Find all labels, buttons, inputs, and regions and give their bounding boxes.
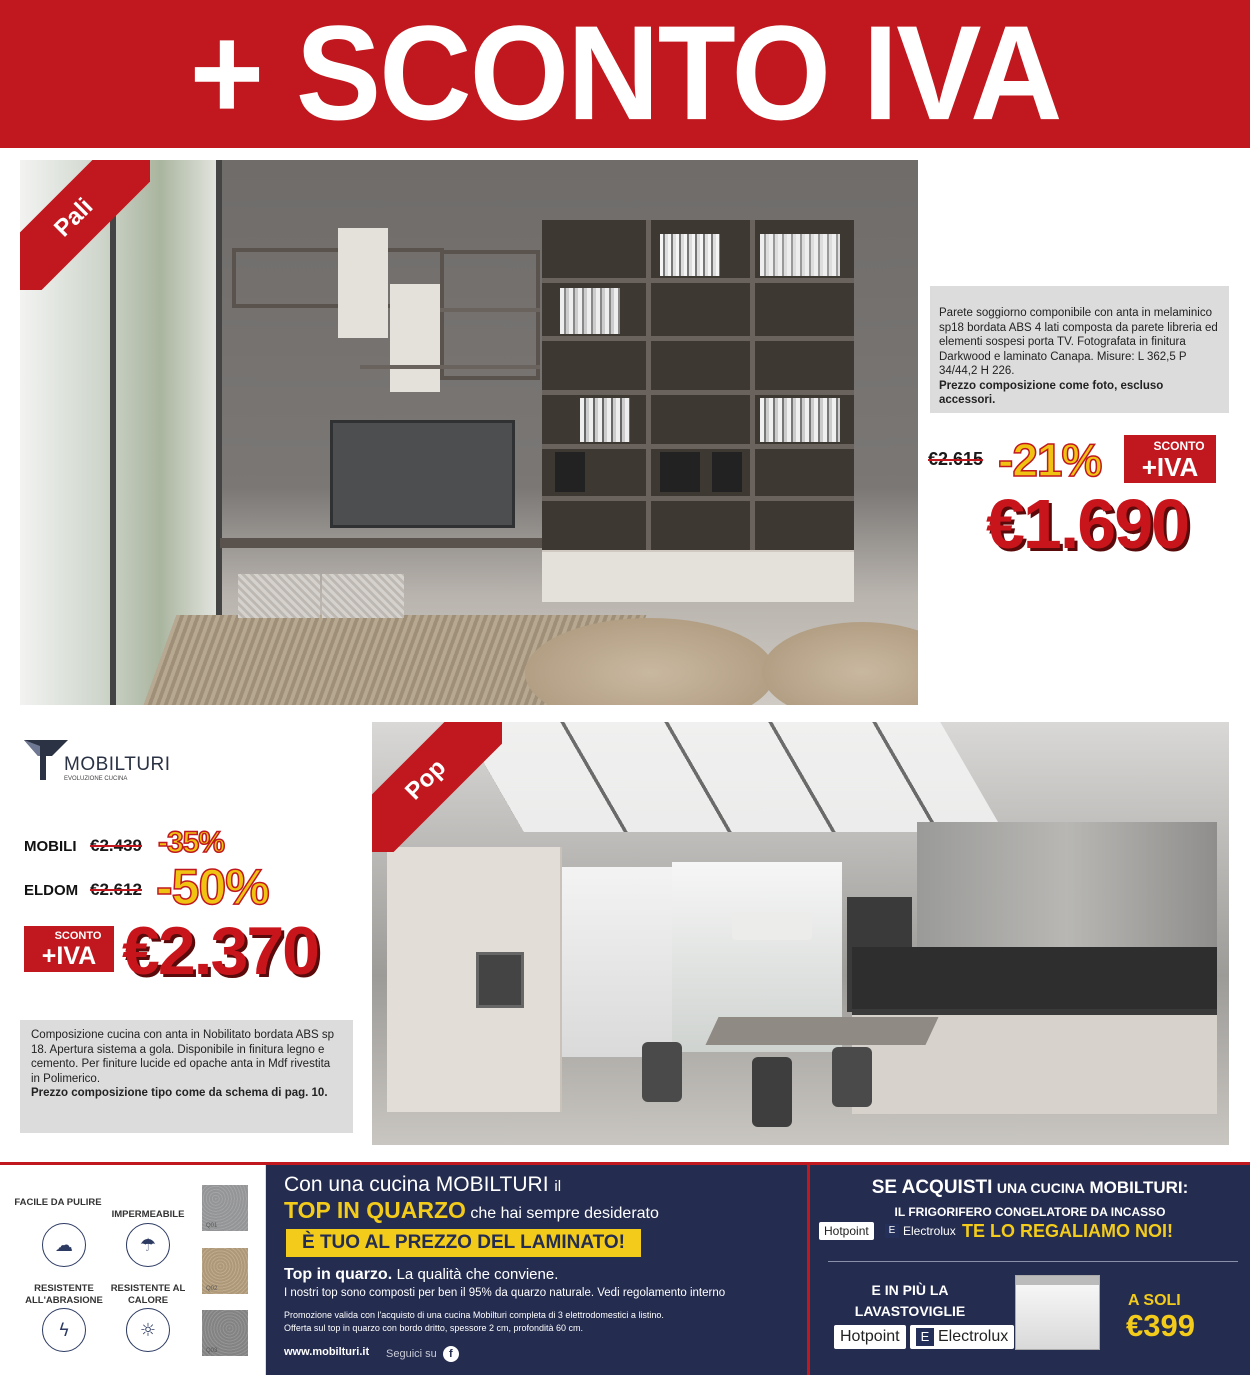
logo-subtitle: EVOLUZIONE CUCINA	[64, 776, 128, 782]
electrolux-icon: E	[885, 1224, 899, 1238]
feature-abrasion: RESISTENTE ALL'ABRASIONE	[25, 1283, 103, 1306]
tag-label: Pop	[400, 754, 452, 806]
gift-title-a: SE ACQUISTI	[871, 1177, 993, 1198]
badge-big-text: +IVA	[41, 942, 97, 970]
quartz-note2: Promozione valida con l'acquisto di una cucina Mobilturi completa di 3 elettrodomestici a listino.	[284, 1310, 664, 1320]
swatch-q01	[202, 1185, 248, 1231]
hotpoint-text: Hotpoint	[840, 1328, 900, 1345]
quartz-note1: I nostri top sono composti per ben il 95% da quarzo naturale. Vedi regolamento interno	[284, 1287, 726, 1299]
electrolux-logo	[880, 1222, 961, 1240]
swatch-code: Q02	[206, 1286, 218, 1292]
eldom-label: ELDOM	[24, 882, 79, 899]
electrolux-logo-large	[910, 1325, 1014, 1349]
living-price: €1.690	[986, 485, 1189, 563]
lightning-icon: ϟ	[42, 1308, 86, 1352]
gift-claim: TE LO REGALIAMO NOI!	[962, 1221, 1173, 1241]
living-room-photo	[20, 160, 918, 705]
feature-waterproof: IMPERMEABILE	[111, 1209, 185, 1220]
feature-heat: RESISTENTE AL CALORE	[110, 1283, 186, 1306]
product-tag-pali	[20, 160, 150, 290]
banner-title: + SCONTO IVA	[189, 0, 1061, 149]
kitchen-price: €2.370	[122, 913, 318, 989]
hotpoint-logo-large	[834, 1325, 906, 1349]
living-iva-badge	[1124, 435, 1216, 483]
living-discount: -21%	[998, 434, 1102, 486]
kitchen-description-text: Composizione cucina con anta in Nobilitato bordata ABS sp 18. Apertura sistema a gola. Disponibile in finitura legno e cemento. Per finiture lucide ed opache anta in Mdf rivestita in Polimerico.	[31, 1029, 335, 1085]
living-description	[930, 286, 1229, 413]
gift-title-c: MOBILTURI:	[1089, 1178, 1189, 1197]
kitchen-description-bold: Prezzo composizione tipo come da schema di pag. 10.	[31, 1087, 328, 1099]
website-link[interactable]: www.mobilturi.it	[284, 1346, 370, 1358]
quartz-highlight: TOP IN QUARZO	[284, 1197, 466, 1223]
follow-text: Seguici su	[386, 1348, 437, 1360]
a-soli-label: A SOLI	[1128, 1292, 1181, 1309]
electrolux-text: Electrolux	[903, 1224, 956, 1238]
swatch-q02	[202, 1248, 248, 1294]
sun-icon: ☼	[126, 1308, 170, 1352]
kitchen-photo	[372, 722, 1229, 1145]
living-old-price: €2.615	[928, 449, 984, 469]
mobili-label: MOBILI	[24, 838, 77, 855]
feature-easy-clean: FACILE DA PULIRE	[14, 1197, 102, 1208]
gift-subtitle: IL FRIGORIFERO CONGELATORE DA INCASSO	[894, 1205, 1166, 1219]
quartz-subhead-bold: Top in quarzo.	[284, 1266, 393, 1283]
kitchen-description	[20, 1020, 353, 1133]
living-description-bold: Prezzo composizione come foto, escluso accessori.	[939, 379, 1164, 406]
electrolux-icon: E	[916, 1328, 934, 1346]
electrolux-text: Electrolux	[938, 1328, 1009, 1345]
dishwasher-price: €399	[1126, 1308, 1195, 1343]
quartz-subhead: La qualità che conviene.	[396, 1266, 559, 1283]
badge-small-text: SCONTO	[1153, 439, 1205, 453]
mobilturi-logo-mark	[24, 738, 68, 782]
laminate-price-pill: È TUO AL PREZZO DEL LAMINATO!	[286, 1229, 641, 1257]
cloud-icon: ☁	[42, 1223, 86, 1267]
mobili-discount: -35%	[158, 826, 225, 859]
swatch-code: Q03	[206, 1348, 218, 1354]
logo-name: MOBILTURI	[64, 754, 171, 775]
quartz-features	[0, 1165, 266, 1375]
product-tag-pop	[372, 722, 502, 852]
tag-label: Pali	[48, 193, 99, 243]
footer-promo	[0, 1162, 1250, 1375]
badge-big-text: +IVA	[1141, 452, 1199, 482]
quartz-note3: Offerta sul top in quarzo con bordo dritto, spessore 2 cm, profondità 60 cm.	[284, 1323, 583, 1333]
gift-title-b: UNA CUCINA	[996, 1180, 1085, 1196]
quartz-offer	[266, 1165, 807, 1375]
kitchen-iva-badge	[24, 926, 114, 972]
quartz-line2: che hai sempre desiderato	[470, 1205, 659, 1222]
mobilturi-logo	[24, 738, 184, 788]
swatch-q03	[202, 1310, 248, 1356]
badge-small-text: SCONTO	[54, 930, 102, 942]
eldom-discount: -50%	[156, 859, 269, 915]
quartz-line1: Con una cucina MOBILTURI	[284, 1173, 549, 1196]
tv	[330, 420, 515, 528]
quartz-line1-suffix: il	[554, 1178, 562, 1195]
dishwasher-image	[1015, 1275, 1100, 1350]
umbrella-icon: ☂	[126, 1223, 170, 1267]
facebook-icon[interactable]: f	[443, 1346, 459, 1362]
hotpoint-logo	[819, 1222, 874, 1240]
hotpoint-text: Hotpoint	[824, 1224, 869, 1238]
swatch-code: Q01	[206, 1223, 218, 1229]
dishwasher-text: E IN PIÙ LA LAVASTOVIGLIE	[854, 1282, 966, 1319]
mobili-old-price: €2.439	[90, 836, 142, 855]
eldom-old-price: €2.612	[90, 880, 142, 899]
living-description-text: Parete soggiorno componibile con anta in melaminico sp18 bordata ABS 4 lati composta da parete libreria ed elementi sospesi porta TV. Fotografata in finitura Darkwood e laminato Canapa. Misure: L 362,5 P 34/44,2 H 226.	[939, 307, 1218, 377]
top-banner	[0, 0, 1250, 148]
